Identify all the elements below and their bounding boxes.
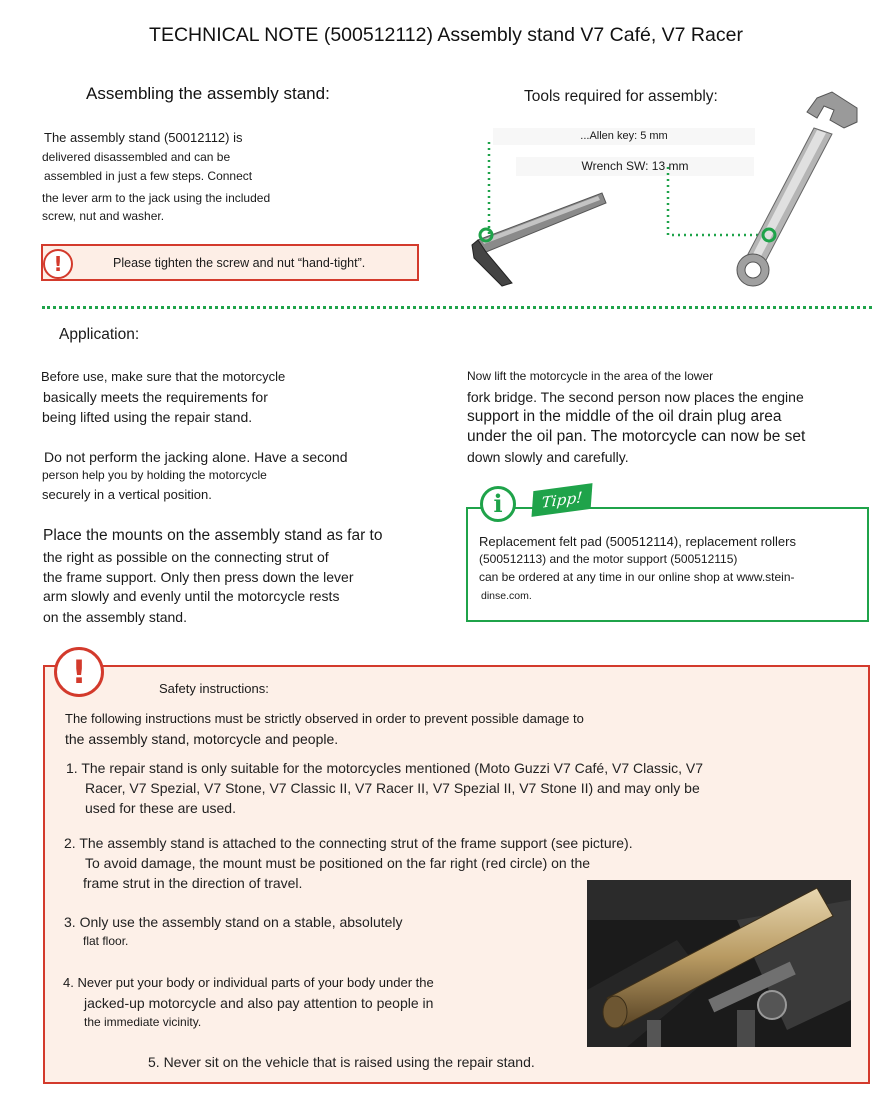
safety-intro: the assembly stand, motorcycle and people. (65, 731, 339, 747)
safety-item-1: Racer, V7 Spezial, V7 Stone, V7 Classic II, V7 Racer II, V7 Spezial II, V7 Stone II) and may only be (85, 780, 700, 796)
safety-item-2: To avoid damage, the mount must be positioned on the far right (red circle) on the (85, 855, 591, 871)
application-text: Do not perform the jacking alone. Have a second (44, 449, 348, 465)
safety-item-2: frame strut in the direction of travel. (83, 875, 303, 891)
tighten-warning-text: Please tighten the screw and nut “hand-tight”. (113, 256, 366, 270)
application-text: person help you by holding the motorcycle (42, 468, 267, 482)
tighten-warning-box (41, 244, 419, 281)
safety-item-1: used for these are used. (85, 800, 236, 816)
tip-badge: Tipp! (531, 483, 592, 517)
exclamation-icon: ! (43, 249, 73, 279)
safety-item-4: the immediate vicinity. (84, 1015, 202, 1029)
assembling-line: The assembly stand (50012112) is (44, 130, 243, 145)
info-icon: i (480, 486, 516, 522)
tip-text: (500512113) and the motor support (500512115) (479, 552, 738, 566)
tools-illustration (462, 90, 882, 295)
application-text: on the assembly stand. (43, 609, 187, 625)
tip-text: Replacement felt pad (500512114), replacement rollers (479, 534, 796, 549)
allen-key-icon (472, 193, 606, 286)
assembling-line: screw, nut and washer. (42, 209, 165, 223)
safety-item-4: jacked-up motorcycle and also pay attention to people in (84, 995, 434, 1011)
application-heading: Application: (59, 326, 140, 343)
safety-item-2: 2. The assembly stand is attached to the connecting strut of the frame support (see picture). (64, 835, 633, 851)
exclamation-icon: ! (54, 647, 104, 697)
safety-item-3: 3. Only use the assembly stand on a stable, absolutely (64, 914, 403, 930)
safety-item-3: flat floor. (83, 934, 129, 948)
safety-heading: Safety instructions: (159, 681, 269, 696)
tip-text: can be ordered at any time in our online shop at www.stein- (479, 570, 795, 584)
assembling-heading: Assembling the assembly stand: (86, 84, 330, 103)
tools-heading: Tools required for assembly: (524, 88, 718, 105)
safety-intro: The following instructions must be strictly observed in order to prevent possible damage to (65, 711, 584, 726)
safety-item-4: 4. Never put your body or individual parts of your body under the (63, 975, 434, 990)
application-text: being lifted using the repair stand. (42, 409, 253, 425)
assembling-line: delivered disassembled and can be (42, 150, 231, 164)
frame-strut-photo (587, 880, 851, 1047)
safety-item-1: 1. The repair stand is only suitable for the motorcycles mentioned (Moto Guzzi V7 Café, V7 Classic, V7 (66, 760, 704, 776)
application-text: fork bridge. The second person now places the engine (467, 389, 804, 405)
application-text: the right as possible on the connecting strut of (43, 549, 329, 565)
wrench-icon (737, 92, 857, 286)
application-text: Now lift the motorcycle in the area of the lower (467, 369, 714, 383)
tip-text: dinse.com. (481, 590, 532, 602)
application-text: securely in a vertical position. (42, 487, 212, 502)
application-text: Place the mounts on the assembly stand as far to (43, 527, 383, 544)
application-text: Before use, make sure that the motorcycle (41, 369, 286, 384)
page-title: TECHNICAL NOTE (500512112) Assembly stand V7 Café, V7 Racer (149, 24, 743, 46)
assembling-line: the lever arm to the jack using the included (42, 191, 271, 205)
application-text: basically meets the requirements for (43, 389, 268, 405)
application-text: the frame support. Only then press down the lever (43, 569, 354, 585)
application-text: arm slowly and evenly until the motorcycle rests (43, 588, 340, 604)
section-divider (42, 306, 872, 309)
application-text: under the oil pan. The motorcycle can now be set (467, 428, 806, 445)
application-text: down slowly and carefully. (467, 449, 629, 465)
wrench-label: Wrench SW: 13 mm (516, 157, 754, 176)
safety-item-5: 5. Never sit on the vehicle that is raised using the repair stand. (148, 1054, 535, 1070)
allen-key-label: ...Allen key: 5 mm (493, 128, 755, 145)
wrench-leader (668, 167, 762, 235)
assembling-line: assembled in just a few steps. Connect (44, 169, 253, 183)
application-text: support in the middle of the oil drain plug area (467, 408, 782, 425)
